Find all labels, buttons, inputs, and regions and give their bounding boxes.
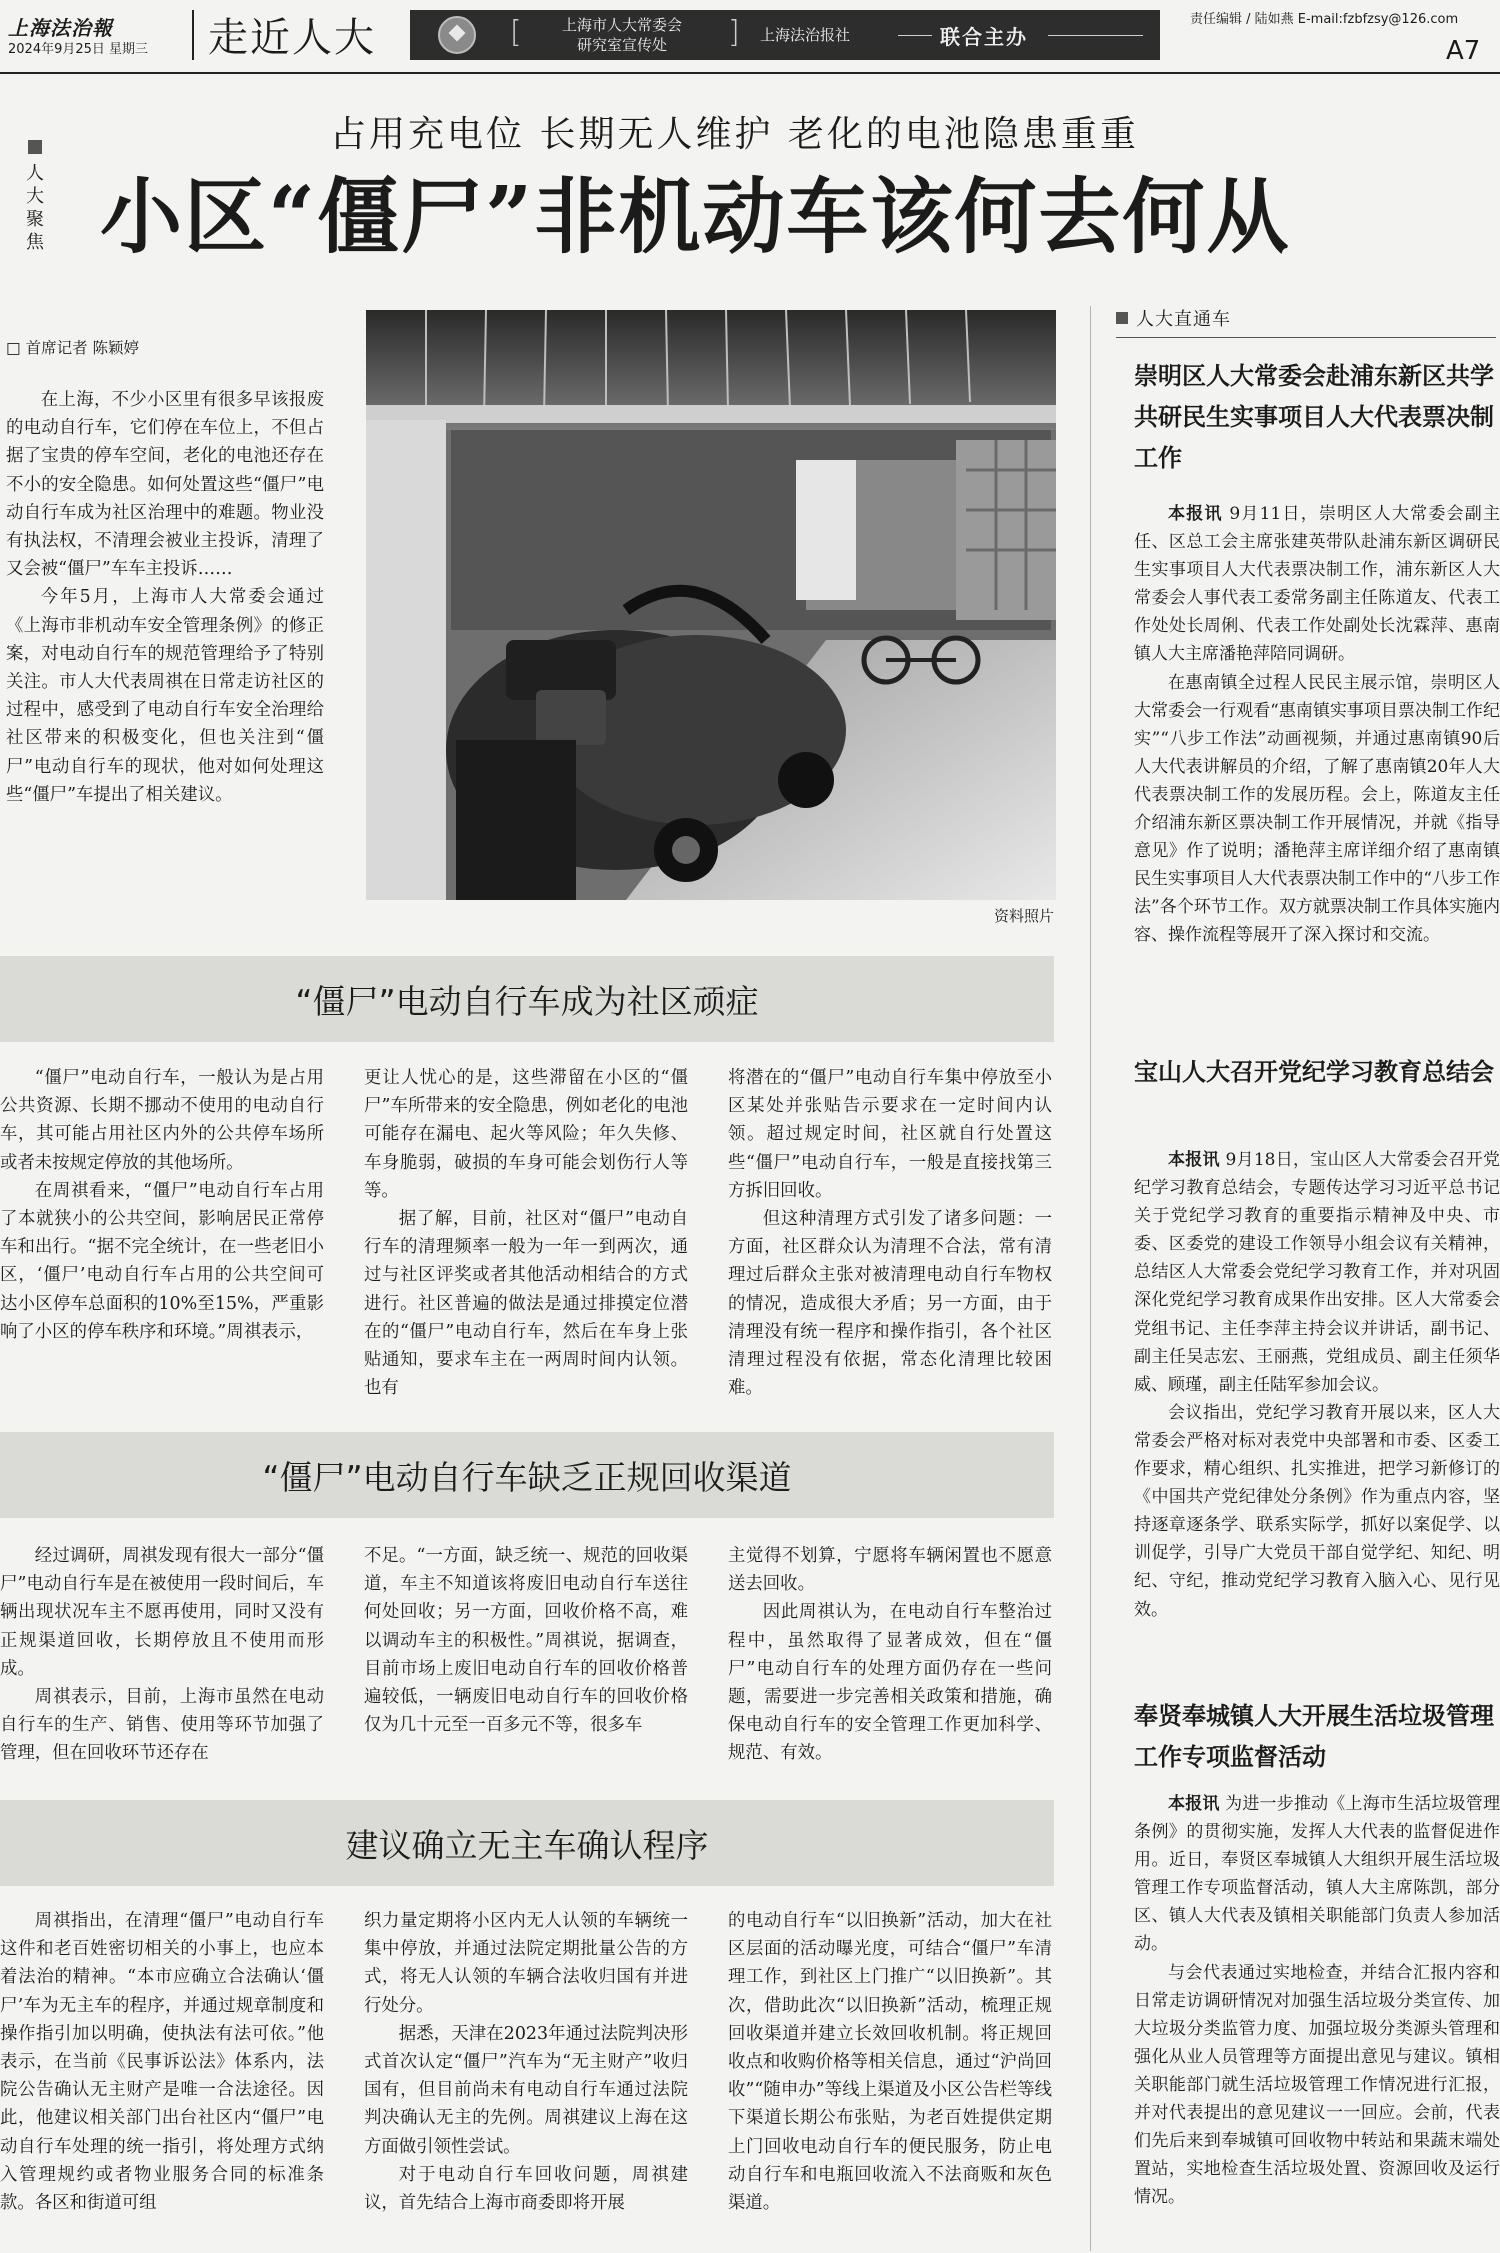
- issue-date: 2024年9月25日 星期三: [8, 42, 149, 57]
- bracket-mid: ]: [728, 15, 740, 50]
- newspaper-logo: 上海法治報: [8, 16, 113, 40]
- s2-col1: [0, 1542, 324, 1768]
- section-heading-3: 建议确立无主车确认程序: [0, 1800, 1054, 1886]
- dateline: 本报讯: [1168, 1150, 1220, 1170]
- paragraph: 不足。“一方面，缺乏统一、规范的回收渠道，车主不知道该将废旧电动自行车送往何处回收；另一方面，回收价格不高，难以调动车主的积极性。”周祺说，据调查，目前市场上废旧电动自行车的回收价格普遍较低，一辆废旧电动自行车的回收价格仅为几十元至一百多元不等，很多车: [364, 1546, 688, 1736]
- paragraph: 但这种清理方式引发了诸多问题：一方面，社区群众认为清理不合法，常有清理过后群众主张对被清理电动自行车物权的情况，造成很大矛盾；另一方面，由于清理没有统一程序和操作指引，各个社区清理过程没有依据，常态化清理比较困难。: [728, 1209, 1052, 1399]
- editor-credit: 责任编辑 / 陆如燕 E-mail:fzbfzsy@126.com: [1190, 12, 1459, 27]
- paragraph: 因此周祺认为，在电动自行车整治过程中，虽然取得了显著成效，但在“僵尸”电动自行车的处理方面仍存在一些问题，需要进一步完善相关政策和措施，确保电动自行车的安全管理工作更加科学、规范、有效。: [728, 1602, 1052, 1764]
- s1-col1: [0, 1064, 324, 1346]
- paragraph: 对于电动自行车回收问题，周祺建议，首先结合上海市商委即将开展: [364, 2164, 688, 2214]
- s3-col2: [364, 1907, 688, 2217]
- organizer-1-line2: 研究室宣传处: [576, 36, 667, 54]
- photo-caption: 资料照片: [993, 907, 1054, 925]
- sidebar-column-title: 人大直通车: [1136, 309, 1231, 330]
- tag-char: 聚: [26, 209, 44, 230]
- masthead-divider: [192, 10, 194, 60]
- paragraph: 主觉得不划算，宁愿将车辆闲置也不愿意送去回收。: [728, 1546, 1052, 1595]
- kicker: 占用充电位 长期无人维护 老化的电池隐患重重: [330, 114, 1139, 155]
- band-rule-left: [898, 35, 932, 36]
- news-photo: [366, 310, 1056, 900]
- brief-title-3: 奉贤奉城镇人大开展生活垃圾管理工作专项监督活动: [1134, 1702, 1494, 1771]
- paragraph: 将潜在的“僵尸”电动自行车集中停放至小区某处并张贴告示要求在一定时间内认领。超过规定时间，社区就自行处置这些“僵尸”电动自行车，一般是直接找第三方拆旧回收。: [728, 1068, 1052, 1201]
- paragraph: 在周祺看来，“僵尸”电动自行车占用了本就狭小的公共空间，影响居民正常停车和出行。“据不完全统计，在一些老旧小区，‘僵尸’电动自行车占用的公共空间可达小区停车总面积的10%至15%，严重影响了小区的停车秩序和环境。”周祺表示，: [0, 1180, 324, 1342]
- paragraph: 周祺指出，在清理“僵尸”电动自行车这件和老百姓密切相关的小事上，也应本着法治的精神。“本市应确立合法确认‘僵尸’车为无主车的程序，并通过规章制度和操作指引加以明确，使执法有法可依。”他表示，在当前《民事诉讼法》体系内，法院公告确认无主财产是唯一合法途径。因此，他建议相关部门出台社区内“僵尸”电动自行车处理的统一指引，将处理方式纳入管理规约或者物业服务合同的标准条款。各区和街道可组: [0, 1911, 324, 2214]
- s3-col3: [728, 1907, 1052, 2217]
- headline: 小区“僵尸”非机动车该何去何从: [100, 169, 1291, 265]
- brief-body-2: [1134, 1146, 1500, 1624]
- dateline: 本报讯: [1168, 1794, 1220, 1814]
- brief-body-1: [1134, 500, 1500, 950]
- paragraph: 织力量定期将小区内无人认领的车辆统一集中停放，并通过法院定期批量公告的方式，将无人认领的车辆合法收归国有并进行处分。: [364, 1911, 688, 2016]
- s1-col2: [364, 1064, 688, 1402]
- masthead-band: [410, 10, 1160, 60]
- page-number: A7: [1446, 36, 1481, 66]
- s1-col3: [728, 1064, 1052, 1402]
- brief-body-3: [1134, 1790, 1500, 2211]
- column-divider: [1090, 306, 1091, 2251]
- sidebar-rule: [1116, 337, 1496, 338]
- paragraph: 更让人忧心的是，这些滞留在小区的“僵尸”车所带来的安全隐患，例如老化的电池可能存在漏电、起火等风险；年久失修、车身脆弱，破损的车身可能会划伤行人等等。: [364, 1068, 688, 1201]
- paragraph: 据了解，目前，社区对“僵尸”电动自行车的清理频率一般为一年一到两次，通过与社区评奖或者其他活动相结合的方式进行。社区普遍的做法是通过排摸定位潜在的“僵尸”电动自行车，然后在车身上张贴通知，要求车主在一两周时间内认领。也有: [364, 1209, 688, 1399]
- section-heading-1: “僵尸”电动自行车成为社区顽症: [0, 956, 1054, 1042]
- bracket-left: [: [510, 15, 522, 50]
- tag-marker: [28, 140, 42, 154]
- organizer-1-line1: 上海市人大常委会: [561, 16, 682, 34]
- intro-text: [6, 386, 324, 809]
- paragraph: 与会代表通过实地检查，并结合汇报内容和日常走访调研情况对加强生活垃圾分类宣传、加大垃圾分类监管力度、加强垃圾分类源头管理和强化从业人员管理等方面提出意见与建议。镇相关职能部门就生活垃圾管理工作情况进行汇报，并对代表提出的意见建议一一回应。会前，代表们先后来到奉城镇可回收物中转站和果蔬末端处置站，实地检查生活垃圾处置、资源回收及运行情况。: [1134, 1962, 1500, 2208]
- co-host-label: 联合主办: [940, 25, 1028, 49]
- organizer-1: [522, 15, 722, 55]
- section-heading-2: “僵尸”电动自行车缺乏正规回收渠道: [0, 1432, 1054, 1518]
- tag-char: 人: [26, 163, 44, 184]
- byline: □ 首席记者 陈颖婷: [6, 339, 139, 357]
- s2-col2: [364, 1542, 688, 1739]
- national-emblem-icon: [438, 16, 476, 54]
- paragraph: 周祺表示，目前，上海市虽然在电动自行车的生产、销售、使用等环节加强了管理，但在回收环节还存在: [0, 1687, 324, 1764]
- paragraph: [1134, 500, 1500, 669]
- s3-col1: [0, 1907, 324, 2217]
- paragraph: [1134, 1146, 1500, 1399]
- paragraph: [1134, 1790, 1500, 1959]
- intro-paragraph: 在上海，不少小区里有很多早该报废的电动自行车，它们停在车位上，不但占据了宝贵的停车空间，老化的电池还存在不小的安全隐患。如何处置这些“僵尸”电动自行车成为社区治理中的难题。物业没有执法权，不清理会被业主投诉，清理了又会被“僵尸”车车主投诉……: [6, 390, 324, 580]
- column-marker: [1116, 312, 1128, 324]
- column-tag: [22, 162, 48, 254]
- paragraph-text: 为进一步推动《上海市生活垃圾管理条例》的贯彻实施，发挥人大代表的监督促进作用。近日，奉贤区奉城镇人大组织开展生活垃圾管理工作专项监督活动，镇人大主席陈凯，部分区、镇人大代表及镇相关职能部门负责人参加活动。: [1134, 1794, 1500, 1955]
- tag-char: 大: [26, 186, 44, 207]
- intro-paragraph: 今年5月，上海市人大常委会通过《上海市非机动车安全管理条例》的修正案，对电动自行车的规范管理给予了特别关注。市人大代表周祺在日常走访社区的过程中，感受到了电动自行车安全治理给社区带来的积极变化，但也关注到“僵尸”电动自行车的现状，他对如何处理这些“僵尸”车提出了相关建议。: [6, 587, 324, 805]
- band-rule-right: [1048, 35, 1143, 36]
- section-title: 走近人大: [208, 15, 376, 61]
- paragraph-text: 9月18日，宝山区人大常委会召开党纪学习教育总结会，专题传达学习习近平总书记关于党纪学习教育的重要指示精神及中央、市委、区委党的建设工作领导小组会议有关精神，总结区人大常委会党纪学习教育工作，并对巩固深化党纪学习教育成果作出安排。区人大常委会党组书记、主任李萍主持会议并讲话，副书记、副主任吴志宏、王丽燕，党组成员、副主任须华威、顾瑾，副主任陆军参加会议。: [1134, 1150, 1500, 1395]
- dateline: 本报讯: [1168, 504, 1223, 524]
- s2-col3: [728, 1542, 1052, 1768]
- tag-char: 焦: [26, 232, 44, 253]
- brief-title-1: 崇明区人大常委会赴浦东新区共学共研民生实事项目人大代表票决制工作: [1134, 362, 1494, 472]
- brief-title-2: 宝山人大召开党纪学习教育总结会: [1134, 1058, 1494, 1086]
- masthead-rule: [0, 72, 1500, 74]
- organizer-2: 上海法治报社: [760, 26, 851, 44]
- paragraph: 据悉，天津在2023年通过法院判决形式首次认定“僵尸”汽车为“无主财产”收归国有，但目前尚未有电动自行车通过法院判决确认无主的先例。周祺建议上海在这方面做引领性尝试。: [364, 2023, 688, 2157]
- paragraph-text: 9月11日，崇明区人大常委会副主任、区总工会主席张建英带队赴浦东新区调研民生实事项目人大代表票决制工作，浦东新区人大常委会人事代表工委常务副主任陈道友、代表工作处处长周俐、代表工作处副处长沈霖萍、惠南镇人大主席潘艳萍陪同调研。: [1134, 504, 1500, 665]
- paragraph: 的电动自行车“以旧换新”活动，加大在社区层面的活动曝光度，可结合“僵尸”车清理工作，到社区上门推广“以旧换新”。其次，借助此次“以旧换新”活动，梳理正规回收渠道并建立长效回收机制。将正规回收点和收购价格等相关信息，通过“沪尚回收”“随申办”等线上渠道及小区公告栏等线下渠道长期公布张贴，为老百姓提供定期上门回收电动自行车的便民服务，防止电动自行车和电瓶回收流入不法商贩和灰色渠道。: [728, 1911, 1052, 2214]
- paragraph: “僵尸”电动自行车，一般认为是占用公共资源、长期不挪动不使用的电动自行车，其可能占用社区内外的公共停车场所或者未按规定停放的其他场所。: [0, 1068, 324, 1173]
- paragraph: 在惠南镇全过程人民民主展示馆，崇明区人大常委会一行观看“惠南镇实事项目票决制工作纪实”“八步工作法”动画视频，并通过惠南镇90后人大代表讲解员的介绍，了解了惠南镇20年人大代表票决制工作的发展历程。会上，陈道友主任介绍浦东新区票决制工作开展情况，并就《指导意见》作了说明；潘艳萍主席详细介绍了惠南镇民生实事项目人大代表票决制工作中的“八步工作法”各个环节工作。双方就票决制工作具体实施内容、操作流程等展开了深入探讨和交流。: [1134, 672, 1500, 946]
- paragraph: 经过调研，周祺发现有很大一部分“僵尸”电动自行车是在被使用一段时间后，车辆出现状况车主不愿再使用，同时又没有正规渠道回收，长期停放且不使用而形成。: [0, 1546, 324, 1679]
- paragraph: 会议指出，党纪学习教育开展以来，区人大常委会严格对标对表党中央部署和市委、区委工作要求，精心组织、扎实推进，把学习新修订的《中国共产党纪律处分条例》作为重点内容，坚持逐章逐条学、联系实际学，抓好以案促学、以训促学，引导广大党员干部自觉学纪、知纪、明纪、守纪，推动党纪学习教育入脑入心、见行见效。: [1134, 1402, 1500, 1620]
